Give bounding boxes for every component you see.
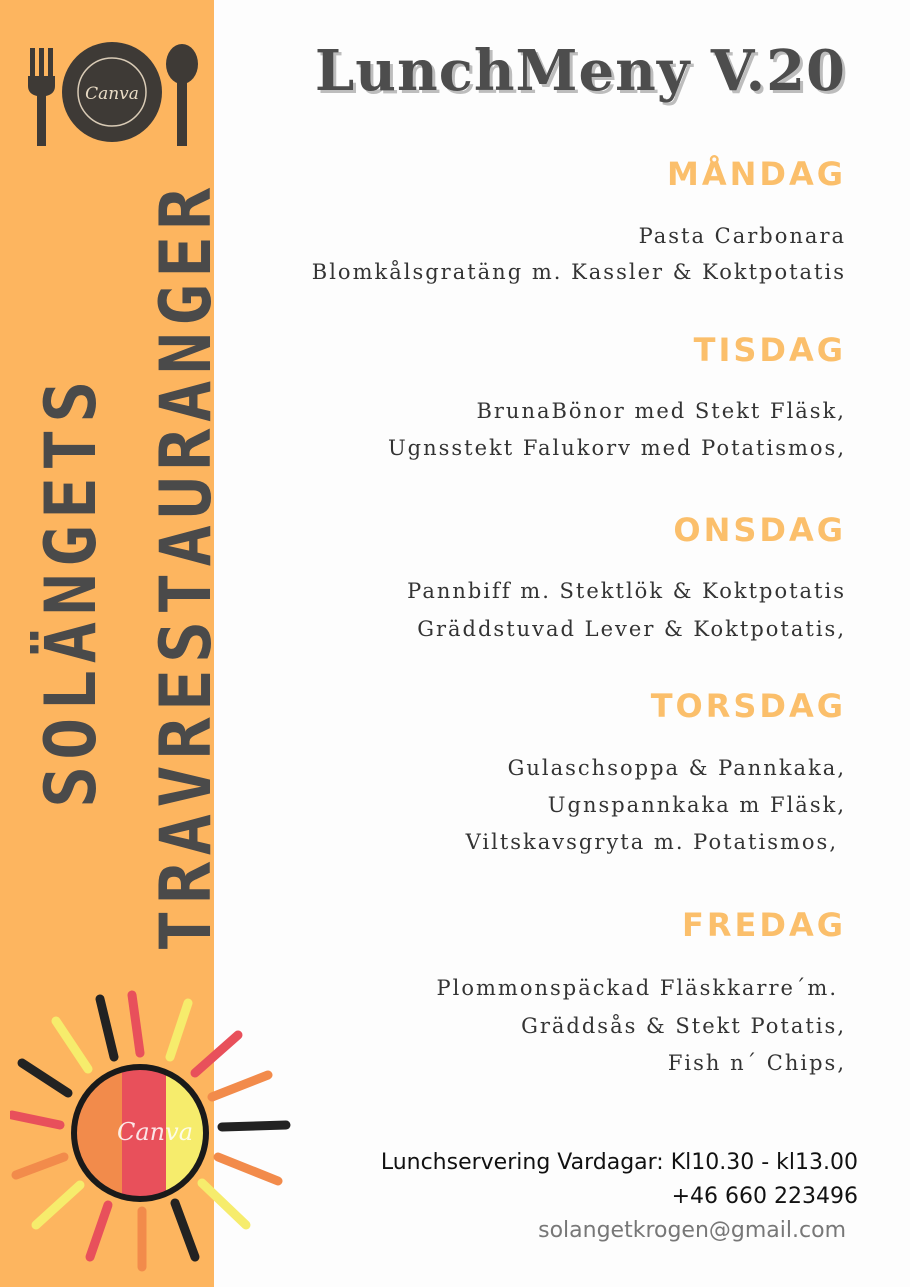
- cutlery-plate-logo: [22, 40, 202, 150]
- dish-item: Pannbiff m. Stektlök & Koktpotatis: [407, 579, 846, 603]
- spoon-icon: [166, 44, 198, 146]
- day-heading-monday: MÅNDAG: [667, 155, 846, 193]
- day-heading-wednesday: ONSDAG: [673, 511, 846, 549]
- dish-item: Ugnsstekt Falukorv med Potatismos,: [387, 436, 846, 460]
- day-heading-tuesday: TISDAG: [693, 331, 846, 369]
- day-heading-friday: FREDAG: [682, 906, 846, 944]
- dish-item: Plommonspäckad Fläskkarre´m.: [436, 976, 838, 1000]
- sidebar-title-line1: SOLÄNGETS: [30, 374, 112, 808]
- canva-watermark: Canva: [85, 84, 139, 104]
- plate-icon: [62, 42, 162, 142]
- sun-graphic: [10, 985, 300, 1275]
- dish-item: Viltskavsgryta m. Potatismos,: [465, 830, 838, 854]
- phone-number: +46 660 223496: [671, 1184, 858, 1209]
- fork-icon: [28, 48, 55, 146]
- dish-item: Gulaschsoppa & Pannkaka,: [507, 756, 846, 780]
- dish-item: Gräddstuvad Lever & Koktpotatis,: [417, 617, 846, 641]
- dish-item: Blomkålsgratäng m. Kassler & Koktpotatis: [311, 260, 846, 284]
- menu-title: LunchMeny V.20: [314, 38, 846, 104]
- dish-item: BrunaBönor med Stekt Fläsk,: [476, 399, 846, 423]
- dish-item: Pasta Carbonara: [638, 224, 846, 248]
- sidebar-title-line2: TRAVRESTAURANGER: [145, 181, 227, 952]
- dish-item: Fish n´ Chips,: [667, 1051, 846, 1075]
- dish-item: Ugnspannkaka m Fläsk,: [547, 793, 846, 817]
- dish-item: Gräddsås & Stekt Potatis,: [521, 1014, 846, 1038]
- day-heading-thursday: TORSDAG: [650, 687, 846, 725]
- email-address: solangetkrogen@gmail.com: [538, 1218, 846, 1243]
- lunch-hours: Lunchservering Vardagar: Kl10.30 - kl13.00: [380, 1150, 858, 1175]
- canva-watermark: Canva: [117, 1118, 193, 1146]
